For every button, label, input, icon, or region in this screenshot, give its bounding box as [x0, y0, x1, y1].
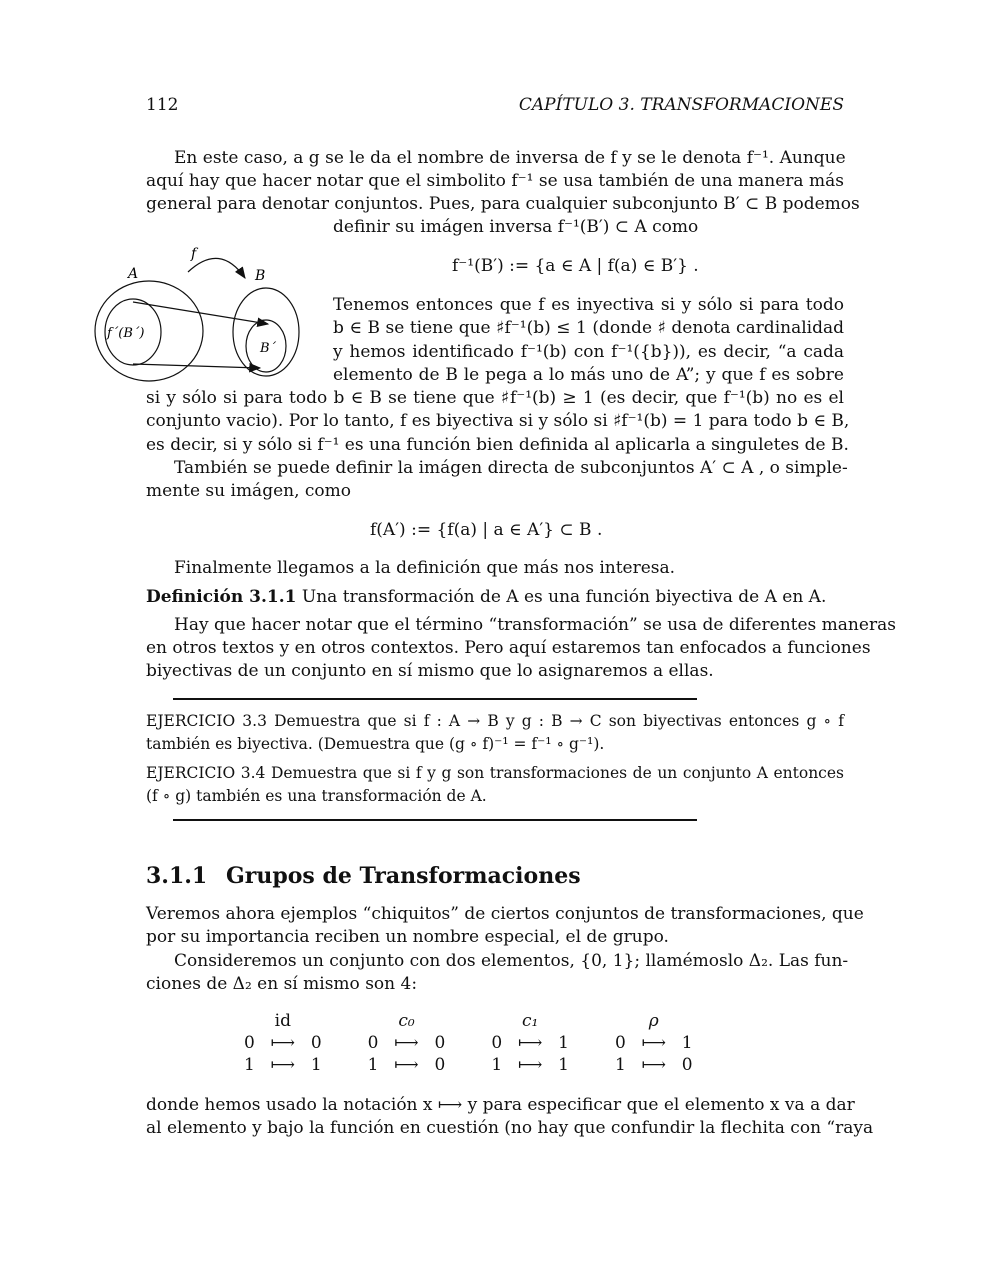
mapping-value: 0: [310, 1033, 322, 1053]
para5-line2: en otros textos y en otros contextos. Pero aquí estaremos tan enfocados a funciones: [146, 638, 871, 658]
preimage-top-arrow: [133, 302, 268, 324]
mapsto-arrow: ⟼: [641, 1055, 666, 1075]
mapping-value: 0: [367, 1033, 379, 1053]
label-f: f: [191, 246, 197, 262]
mapping-value: 1: [614, 1055, 626, 1075]
mapping-value: 0: [434, 1055, 446, 1075]
para7-line2: ciones de Δ₂ en sí mismo son 4:: [146, 974, 418, 994]
mapping-row-0: [240, 1032, 697, 1054]
exercises-bottom-rule: [173, 819, 697, 821]
mapping-value: 1: [558, 1033, 569, 1053]
exercise-3-4-line1: EJERCICIO 3.4 Demuestra que si f y g son transformaciones de un conjunto A entonces: [146, 764, 844, 782]
definition-3-1-1: [146, 586, 826, 609]
section-number: 3.1.1: [146, 863, 208, 889]
mapsto-arrow: ⟼: [270, 1055, 296, 1075]
para7-line1: Consideremos un conjunto con dos elementos, {0, 1}; llamémoslo Δ₂. Las fun-: [174, 951, 849, 971]
mapping-value: 0: [434, 1033, 446, 1053]
mapping-value: 0: [491, 1033, 503, 1053]
mapping-value: 0: [681, 1055, 693, 1075]
para3-line1: También se puede definir la imágen directa de subconjuntos A′ ⊂ A , o simple-: [174, 458, 848, 478]
mapsto-arrow: ⟼: [394, 1055, 419, 1075]
mapping-value: 1: [367, 1055, 379, 1075]
definition-label: Definición 3.1.1: [146, 587, 297, 607]
label-B: B: [255, 268, 266, 284]
para1-line3: general para denotar conjuntos. Pues, para cualquier subconjunto B′ ⊂ B podemos: [146, 194, 860, 214]
section-title: Grupos de Transformaciones: [226, 863, 581, 889]
running-head: CAPÍTULO 3. TRANSFORMACIONES: [518, 95, 844, 115]
para8-line2: al elemento y bajo la función en cuestión (no hay que confundir la flechita con “raya: [146, 1118, 874, 1138]
function-name-id: id: [274, 1011, 291, 1031]
sets-diagram: [90, 240, 315, 390]
delta2-functions-table: [240, 1010, 697, 1076]
function-name-c1: c₁: [521, 1011, 539, 1031]
para5-line3: biyectivas de un conjunto en sí mismo que lo asignaremos a ellas.: [146, 661, 714, 681]
mapping-value: 1: [681, 1033, 693, 1053]
direct-image-equation: f(A′) := {f(a) | a ∈ A′} ⊂ B .: [370, 520, 603, 540]
para1-line4: definir su imágen inversa f⁻¹(B′) ⊂ A como: [333, 217, 699, 237]
inverse-image-equation: f⁻¹(B′) := {a ∈ A | f(a) ∈ B′} .: [452, 256, 699, 276]
para3-line2: mente su imágen, como: [146, 481, 352, 501]
preimage-bottom-arrow: [133, 364, 260, 368]
para5-line1: Hay que hacer notar que el término “transformación” se usa de diferentes maneras: [174, 615, 896, 635]
function-name-c0: c₀: [398, 1011, 415, 1031]
mapsto-arrow: ⟼: [394, 1033, 419, 1053]
mapping-value: 1: [558, 1055, 569, 1075]
mapsto-arrow: ⟼: [641, 1033, 666, 1053]
mapping-value: 1: [244, 1055, 255, 1075]
map-f-arrow: [188, 258, 245, 278]
para2-line6: conjunto vacio). Por lo tanto, f es biyectiva si y sólo si ♯f⁻¹(b) = 1 para todo b ∈ B,: [146, 411, 850, 431]
mapping-value: 1: [310, 1055, 322, 1075]
page-number: 112: [146, 95, 179, 115]
mapsto-arrow: ⟼: [517, 1055, 543, 1075]
label-image: f´(B´): [107, 326, 145, 341]
para2-line3: y hemos identificado f⁻¹(b) con f⁻¹({b})), es decir, “a cada: [333, 342, 844, 362]
function-names-row: [240, 1010, 697, 1032]
para6-line1: Veremos ahora ejemplos “chiquitos” de ciertos conjuntos de transformaciones, que: [146, 904, 864, 924]
label-Bprime: B´: [260, 341, 277, 356]
section-heading: [146, 863, 581, 889]
mapsto-arrow: ⟼: [270, 1033, 296, 1053]
mapsto-arrow: ⟼: [517, 1033, 543, 1053]
exercise-3-3-line1: EJERCICIO 3.3 Demuestra que si f : A → B y g : B → C son biyectivas entonces g ∘ f: [146, 712, 844, 730]
label-A: A: [128, 266, 139, 282]
definition-text: Una transformación de A es una función biyectiva de A en A.: [296, 587, 827, 607]
para6-line2: por su importancia reciben un nombre especial, el de grupo.: [146, 927, 669, 947]
para8-line1: donde hemos usado la notación x ⟼ y para especificar que el elemento x va a dar: [146, 1095, 855, 1115]
function-name-rho: ρ: [648, 1011, 659, 1031]
para4-line1: Finalmente llegamos a la definición que más nos interesa.: [174, 558, 676, 578]
mapping-value: 0: [244, 1033, 255, 1053]
exercise-3-4-line2: (f ∘ g) también es una transformación de A.: [146, 787, 487, 805]
exercises-top-rule: [173, 698, 697, 700]
mapping-value: 1: [491, 1055, 503, 1075]
para2-line2: b ∈ B se tiene que ♯f⁻¹(b) ≤ 1 (donde ♯ denota cardinalidad: [333, 318, 844, 338]
mapping-value: 0: [614, 1033, 626, 1053]
set-B-ellipse: [233, 288, 299, 376]
exercise-3-3-line2: también es biyectiva. (Demuestra que (g ∘ f)⁻¹ = f⁻¹ ∘ g⁻¹).: [146, 735, 605, 753]
para2-line7: es decir, si y sólo si f⁻¹ es una función bien definida al aplicarla a singuletes de B.: [146, 435, 849, 455]
para1-line1: En este caso, a g se le da el nombre de inversa de f y se le denota f⁻¹. Aunque: [174, 148, 846, 168]
para2-line4: elemento de B le pega a lo más uno de A”; y que f es sobre: [333, 365, 844, 385]
para2-line5: si y sólo si para todo b ∈ B se tiene que ♯f⁻¹(b) ≥ 1 (es decir, que f⁻¹(b) no es el: [146, 388, 844, 408]
para2-line1: Tenemos entonces que f es inyectiva si y sólo si para todo: [333, 295, 844, 315]
mapping-row-1: [240, 1054, 697, 1076]
para1-line2: aquí hay que hacer notar que el simbolito f⁻¹ se usa también de una manera más: [146, 171, 844, 191]
